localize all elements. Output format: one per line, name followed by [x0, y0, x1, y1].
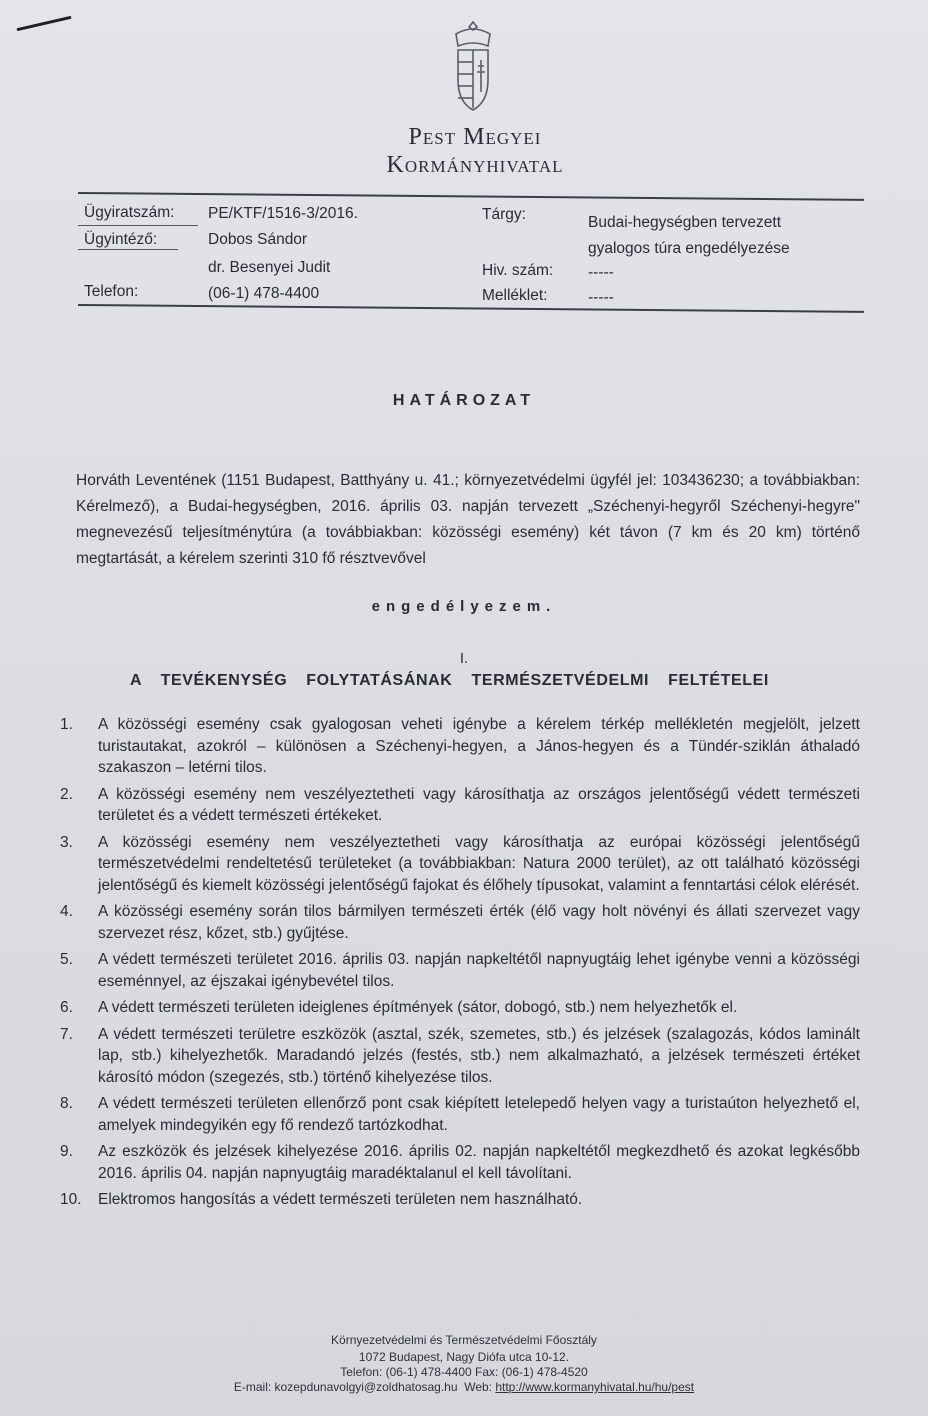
subject-label: Tárgy:	[482, 206, 526, 223]
header-rule-bottom	[78, 304, 864, 313]
phone-label: Telefon:	[84, 283, 139, 300]
footer-address: 1072 Budapest, Nagy Diófa utca 10-12.	[358, 1350, 570, 1364]
web-link[interactable]: http://www.kormanyhivatal.hu/hu/pest	[495, 1380, 695, 1394]
subject-line-2: gyalogos túra engedélyezése	[588, 240, 790, 257]
list-item: 4. A közösségi esemény során tilos bármilyen természeti érték (élő vagy holt növényi és állati szervezet vagy szervezet rész, kőzet, stb.) gyűjtése.	[60, 903, 860, 942]
subject-line-1: Budai-hegységben tervezett	[588, 214, 782, 231]
email-link[interactable]: kozepdunavolgyi@zoldhatosag.hu	[274, 1380, 458, 1394]
email-label: E-mail:	[233, 1380, 272, 1394]
officer-label: Ügyintéző:	[84, 231, 158, 248]
list-item: 10. Elektromos hangosítás a védett természeti területen nem használható.	[60, 1191, 583, 1208]
conditions-list	[60, 714, 860, 1216]
phone-number: (06-1) 478-4400	[208, 285, 320, 302]
officer-1: Dobos Sándor	[208, 231, 308, 248]
document-title: HATÁROZAT	[392, 392, 536, 409]
attachment-label: Melléklet:	[482, 287, 548, 304]
list-item: 6. A védett természeti területen ideiglenes építmények (sátor, dobogó, stb.) nem helyezhetők el.	[60, 999, 738, 1016]
case-number: PE/KTF/1516-3/2016.	[208, 205, 358, 222]
coat-of-arms-icon	[444, 20, 502, 114]
label-underline	[78, 249, 178, 250]
pen-mark	[16, 16, 71, 32]
list-item: 5. A védett természeti területet 2016. április 03. napján napkeltétől napnyugtáig lehet igénybe venni a közösségi eseménnyel, az éjszakai igénybevétel tilos.	[60, 951, 860, 990]
attachment-value: -----	[588, 289, 614, 306]
list-item: 7. A védett természeti területre eszközök (asztal, szék, szemetes, stb.) és jelzések (szalagozás, kódos laminált lap, stb.) kihelyezhetők. Maradandó jelzés (festés, stb.) nem alkalmazható, a jelzések természeti értéket károsító módon (szegezés, stb.) történő kihelyezése tilos.	[60, 1025, 860, 1086]
list-item: 2. A közösségi esemény nem veszélyeztetheti vagy károsíthatja az országos jelentőségű védett természeti területet és a védett természeti értékeket.	[60, 785, 860, 824]
footer-contacts	[0, 1380, 928, 1395]
intro-paragraph: Horváth Leventének (1151 Budapest, Batthyány u. 41.; környezetvédelmi ügyfél jel: 103436230; a továbbiakban: Kérelmező), a Budai-hegységben, 2016. április 03. napján tervezett „Széchenyi-hegyről Széchenyi-hegyre" megnevezésű teljesítménytúra (a továbbiakban: közösségi esemény) két távon (7 km és 20 km) történő megtartását, a kérelem szerinti 310 fő résztvevővel	[76, 472, 860, 567]
ref-value: -----	[588, 264, 614, 281]
section-title: A TEVÉKENYSÉG FOLYTATÁSÁNAK TERMÉSZETVÉDELMI FELTÉTELEI	[130, 672, 769, 689]
list-item: 8. A védett természeti területen ellenőrző pont csak kiépített letelepedő helyen vagy a turistaúton helyezhető el, amelyek mindegyikén egy fő rendező tartózkodhat.	[60, 1095, 860, 1134]
footer-department: Környezetvédelmi és Természetvédelmi Főosztály	[331, 1333, 597, 1347]
case-number-label: Ügyiratszám:	[84, 204, 175, 221]
office-name-line2: Kormányhivatal	[386, 152, 564, 178]
officer-2: dr. Besenyei Judit	[208, 259, 331, 276]
list-item: 3. A közösségi esemény nem veszélyeztetheti vagy károsíthatja az európai közösségi jelentőségű természetvédelmi rendeltetésű területeket (a továbbiakban: Natura 2000 terület), az ott található közösségi jelentőségű és kiemelt közösségi jelentőségű fajokat és élőhely típusokat, valamint a fenntartási célok elérését.	[60, 833, 860, 894]
section-number: I.	[459, 650, 469, 667]
header-rule-top	[78, 192, 864, 201]
footer-phones: Telefon: (06-1) 478-4400 Fax: (06-1) 478-4520	[340, 1365, 588, 1379]
web-label: Web:	[464, 1380, 492, 1394]
list-item: 1. A közösségi esemény csak gyalogosan veheti igénybe a kérelem térkép mellékletén megjelölt, jelzett turistautakat, azokról – különösen a Széchenyi-hegyen, a János-hegyen és a Tündér-sziklán áthaladó szakaszon – letérni tilos.	[60, 716, 860, 776]
office-name-line1: Pest Megyei	[408, 124, 542, 150]
list-item: 9. Az eszközök és jelzések kihelyezése 2016. április 02. napján napkeltétől megkezdhető és azokat legkésőbb 2016. április 04. napján napnyugtáig maradéktalanul el kell távolítani.	[60, 1143, 860, 1182]
decision-word: engedélyezem.	[371, 598, 557, 615]
ref-label: Hiv. szám:	[482, 262, 554, 279]
label-underline	[78, 225, 198, 226]
